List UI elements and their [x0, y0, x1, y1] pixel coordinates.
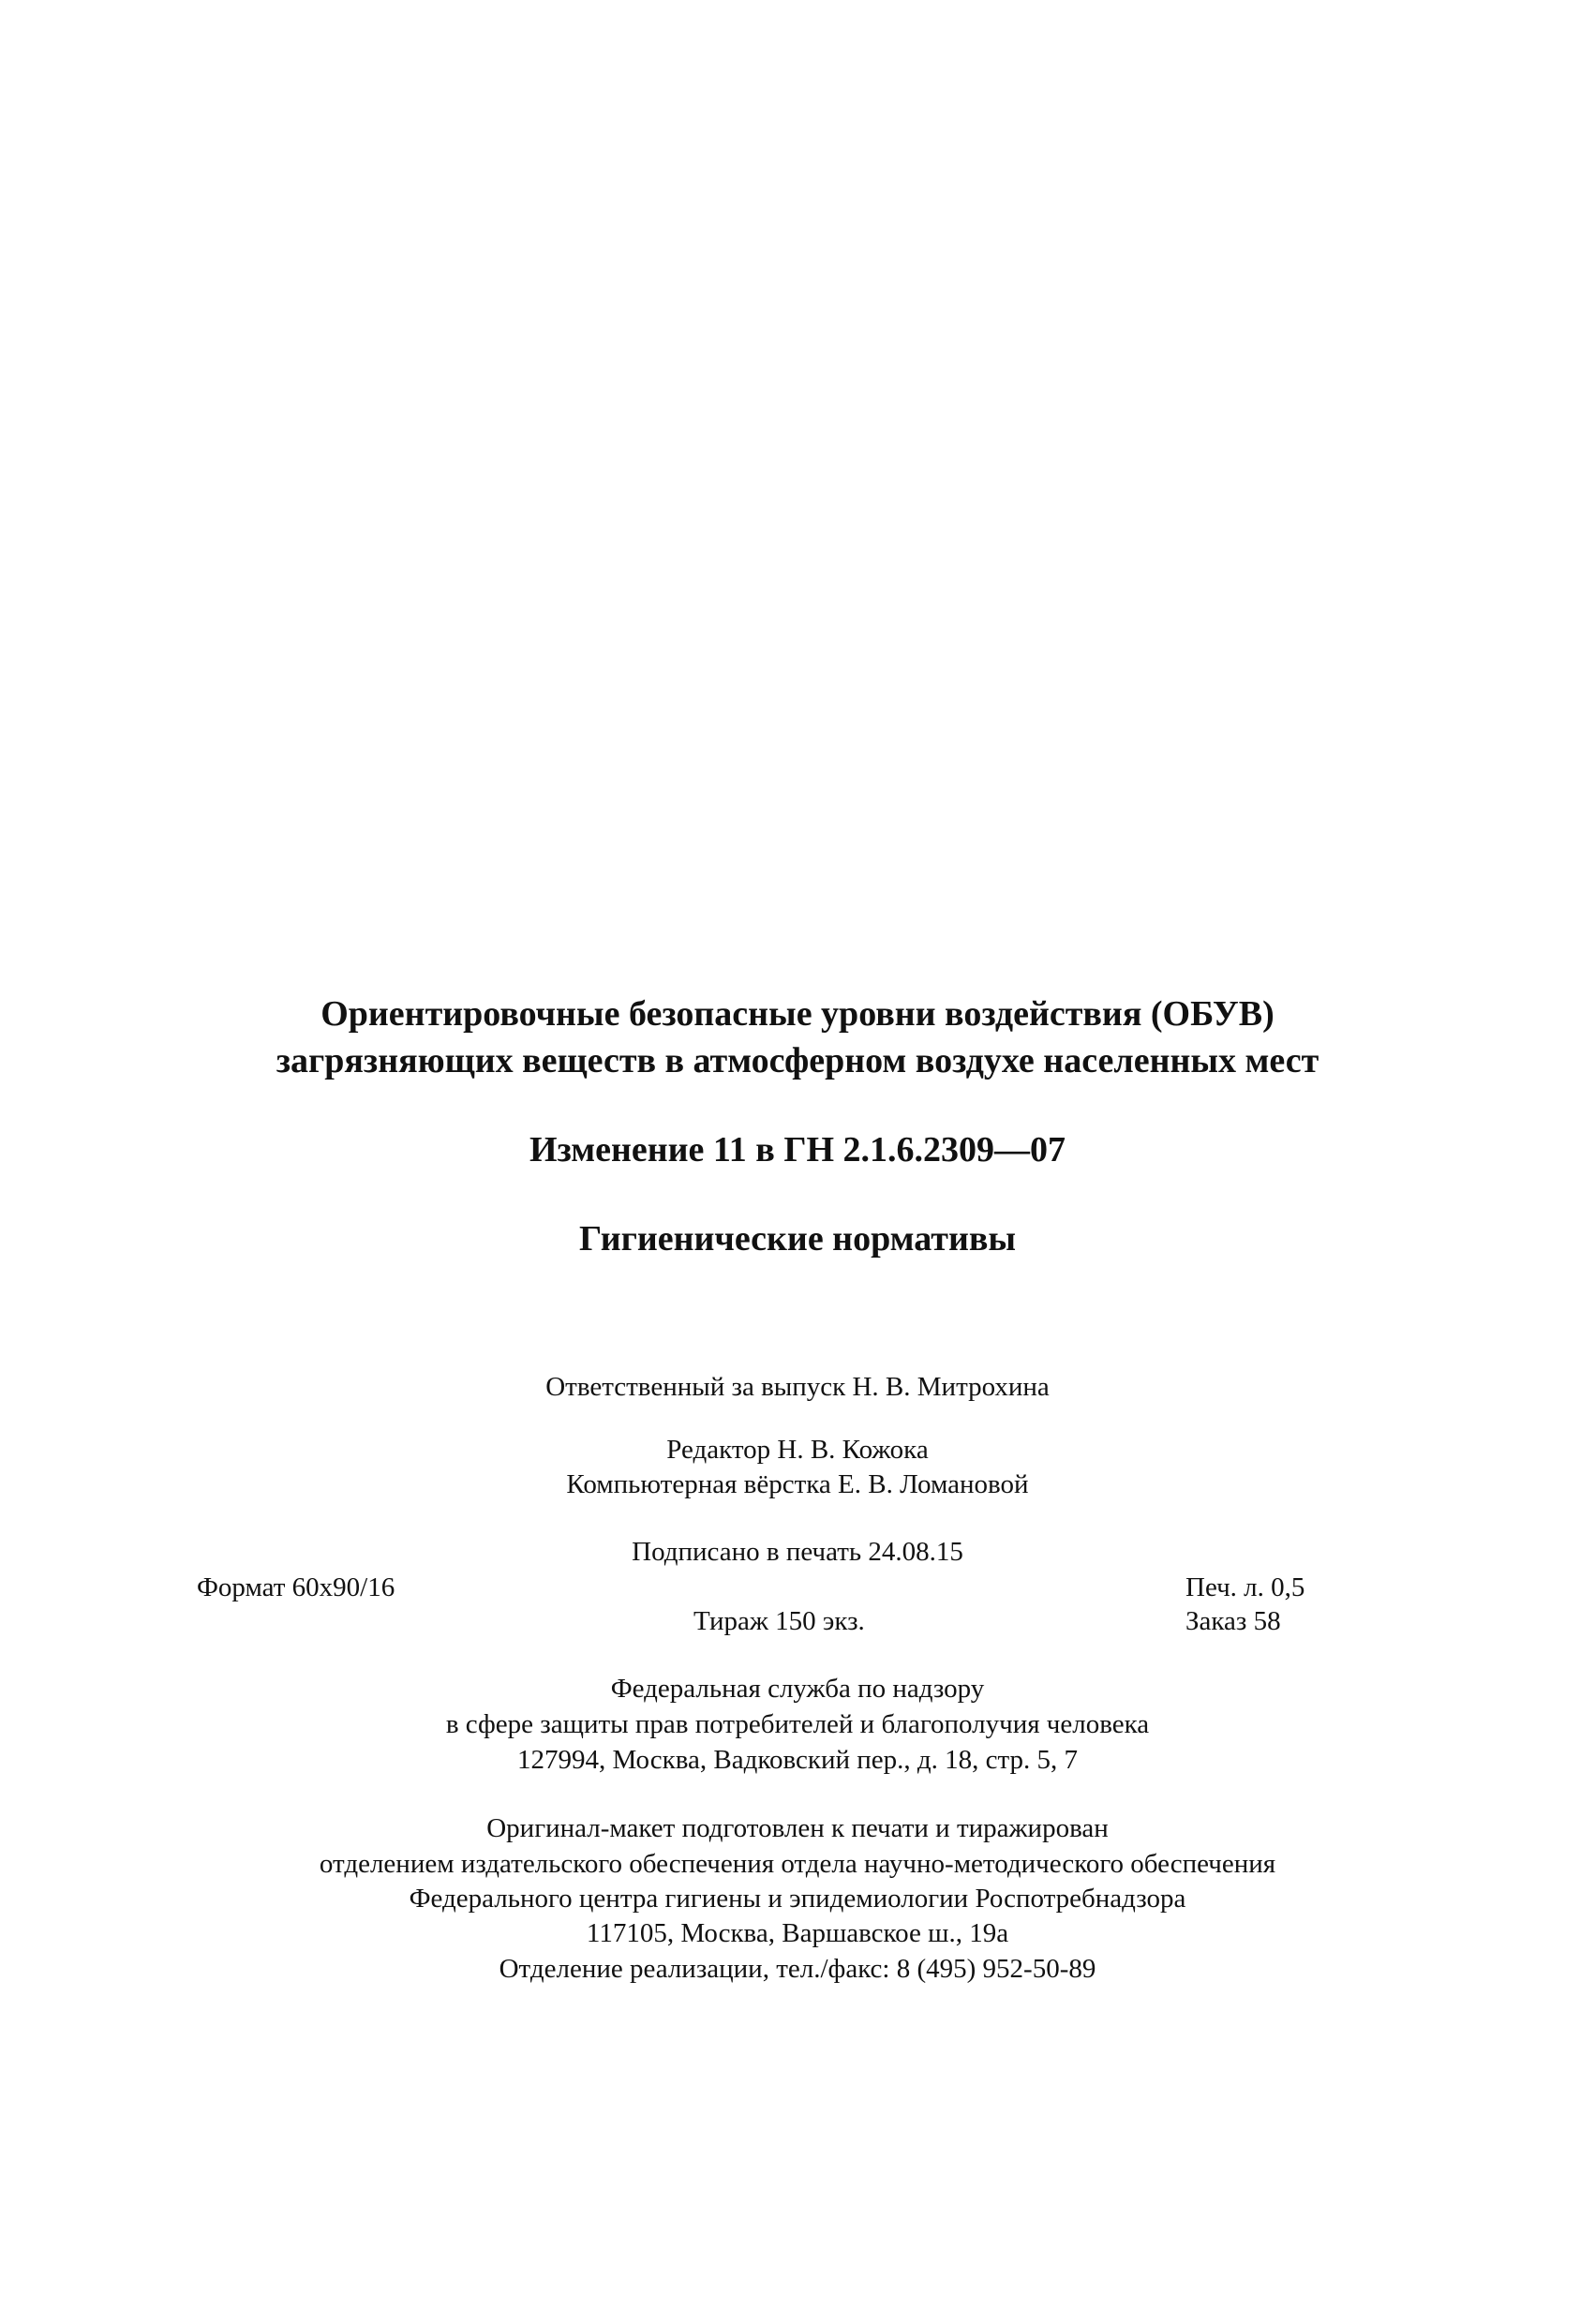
signed-to-print: Подписано в печать 24.08.15 — [632, 1537, 963, 1567]
printer-line-1: Оригинал-макет подготовлен к печати и тиражирован — [486, 1813, 1109, 1843]
editor-credit: Редактор Н. В. Кожока — [666, 1435, 929, 1465]
title-line-2: загрязняющих веществ в атмосферном воздухе населенных мест — [276, 1041, 1319, 1080]
print-run: Тираж 150 экз. — [693, 1606, 865, 1636]
document-subtitle: Гигиенические нормативы — [578, 1219, 1017, 1259]
title-line-1: Ориентировочные безопасные уровни воздействия (ОБУВ) — [320, 994, 1275, 1034]
paper-format: Формат 60x90/16 — [197, 1572, 395, 1602]
amendment-title: Изменение 11 в ГН 2.1.6.2309—07 — [529, 1130, 1066, 1169]
layout-credit: Компьютерная вёрстка Е. В. Ломановой — [566, 1469, 1029, 1499]
printer-line-2: отделением издательского обеспечения отдела научно-методического обеспечения — [319, 1849, 1276, 1879]
printer-address: 117105, Москва, Варшавское ш., 19а — [586, 1918, 1009, 1948]
sales-contact: Отделение реализации, тел./факс: 8 (495) 952-50-89 — [499, 1954, 1096, 1984]
order-number: Заказ 58 — [1185, 1606, 1281, 1636]
publisher-line-1: Федеральная служба по надзору — [610, 1674, 985, 1704]
responsible-person: Ответственный за выпуск Н. В. Митрохина — [545, 1372, 1050, 1402]
publisher-line-2: в сфере защиты прав потребителей и благополучия человека — [445, 1709, 1150, 1739]
printer-line-3: Федерального центра гигиены и эпидемиологии Роспотребнадзора — [409, 1884, 1186, 1914]
publisher-address: 127994, Москва, Вадковский пер., д. 18, стр. 5, 7 — [516, 1745, 1079, 1775]
printed-sheets: Печ. л. 0,5 — [1185, 1572, 1305, 1602]
